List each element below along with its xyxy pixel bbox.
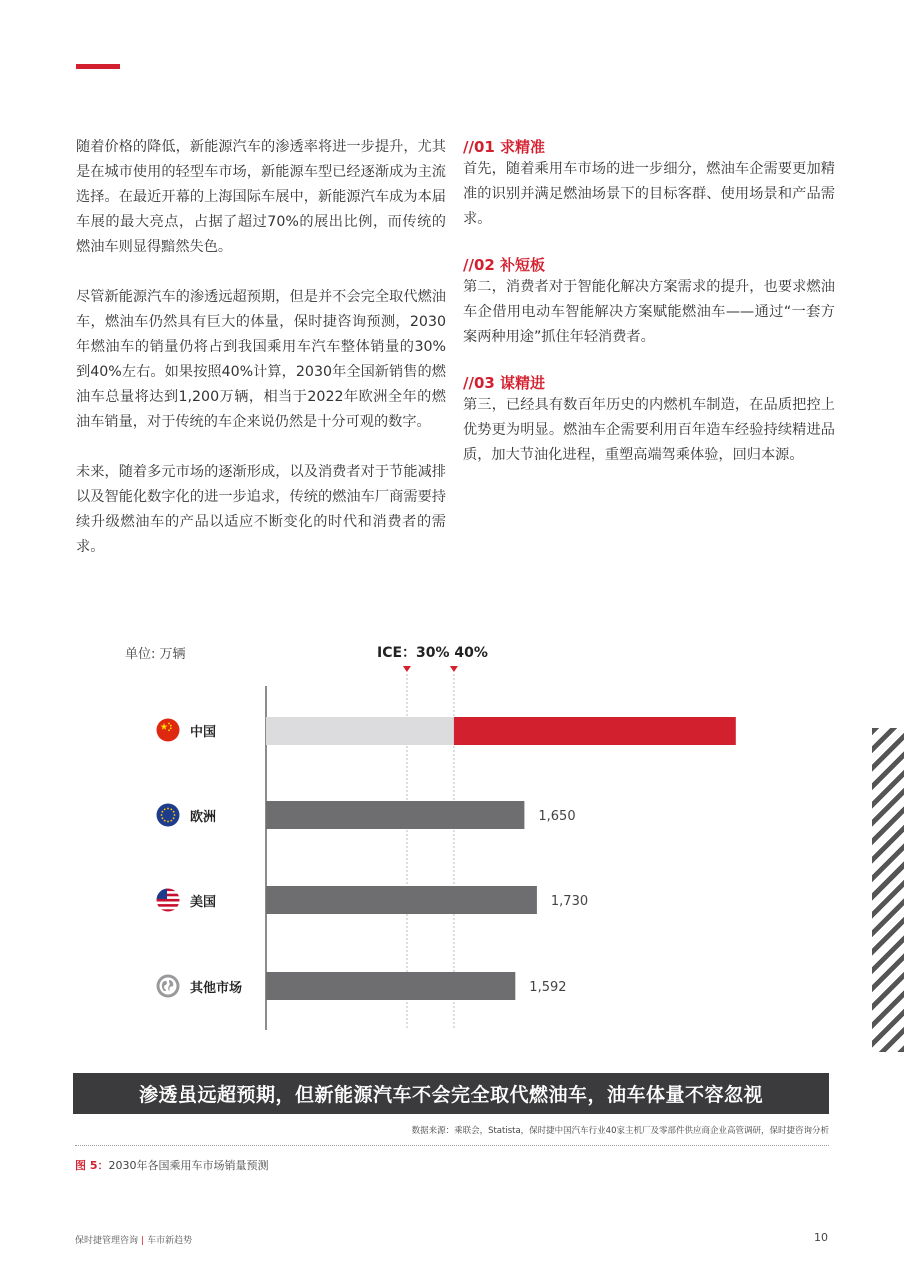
section-body: 第三，已经具有数百年历史的内燃机车制造，在品质把控上优势更为明显。燃油车企需要利用百年造车经验持续精进品质，加大节油化进程，重塑高端驾乘体验，回归本源。 — [463, 397, 835, 463]
page-number: 10 — [814, 1231, 828, 1244]
paragraph: 未来，随着多元市场的逐渐形成，以及消费者对于节能减排以及智能化数字化的进一步追求，传统的燃油车厂商需要持续升级燃油车的产品以适应不断变化的时代和消费者的需求。 — [76, 464, 446, 555]
section-title: //01 求精准 — [463, 138, 546, 156]
bar — [266, 801, 524, 829]
section-body: 第二，消费者对于智能化解决方案需求的提升，也要求燃油车企借用电动车智能解决方案赋能燃油车——通过“一套方案两种用途”抓住年轻消费者。 — [463, 279, 835, 345]
ice-marker — [450, 666, 458, 672]
key-message-banner: 渗透虽远超预期，但新能源汽车不会完全取代燃油车，油车体量不容忽视 — [73, 1073, 829, 1114]
globe-icon — [156, 974, 180, 998]
data-source: 数据来源：乘联会，Statista，保时捷中国汽车行业40家主机厂及零部件供应商企业高管调研，保时捷咨询分析 — [411, 1126, 829, 1136]
ice-share-label: ICE：30% 40% — [377, 645, 488, 661]
figure-caption — [75, 1157, 268, 1173]
country-label-usa — [156, 887, 216, 913]
country-label-europe — [156, 802, 216, 828]
data-label: 1,650 — [538, 809, 576, 824]
section-title: //03 谋精进 — [463, 374, 546, 392]
section-title: //02 补短板 — [463, 256, 546, 274]
paragraph: 随着价格的降低，新能源汽车的渗透率将进一步提升，尤其是在城市使用的轻型车市场，新能源车型已经逐渐成为主流选择。在最近开幕的上海国际车展中，新能源汽车成为本届车展的最大亮点，占据了超过70%的展出比例，而传统的燃油车则显得黯然失色。 — [76, 139, 446, 255]
category-label: 其他市场 — [190, 980, 243, 996]
data-label: 1,730 — [550, 894, 589, 909]
figure-label: 图 5： — [75, 1159, 109, 1172]
bar-china-nev — [454, 717, 736, 745]
figure-title: 2030年各国乘用车市场销量预测 — [108, 1159, 269, 1172]
category-label: 美国 — [190, 894, 217, 910]
country-label-other — [156, 973, 242, 999]
decorative-stripes — [872, 728, 904, 1052]
china-flag-icon — [156, 718, 180, 742]
ice-marker — [403, 666, 411, 672]
paragraph: 尽管新能源汽车的渗透远超预期，但是并不会完全取代燃油车，燃油车仍然具有巨大的体量，保时捷咨询预测，2030年燃油车的销量仍将占到我国乘用车汽车整体销量的30%到40%左右。如果按照40%计算，2030年全国新销售的燃油车总量将达到1,200万辆，相当于2022年欧洲全年的燃油车销量，对于传统的车企来说仍然是十分可观的数字。 — [76, 289, 446, 430]
chart-unit-label: 单位: 万辆 — [125, 647, 186, 662]
bar-china-ice — [266, 717, 454, 745]
category-label: 中国 — [190, 724, 217, 740]
data-label: 1,592 — [529, 980, 567, 995]
dotted-divider — [75, 1145, 829, 1146]
footer-brand: 保时捷管理咨询 — [75, 1236, 139, 1246]
bar — [266, 886, 537, 914]
section-body: 首先，随着乘用车市场的进一步细分，燃油车企需要更加精准的识别并满足燃油场景下的目标客群、使用场景和产品需求。 — [463, 161, 835, 227]
country-label-china — [156, 717, 216, 743]
us-flag-icon — [156, 888, 180, 912]
category-label: 欧洲 — [190, 809, 217, 825]
eu-flag-icon — [156, 803, 180, 827]
footer-separator: | — [141, 1236, 145, 1246]
footer-section: 车市新趋势 — [147, 1236, 193, 1246]
footer — [75, 1233, 192, 1246]
bar — [266, 972, 515, 1000]
